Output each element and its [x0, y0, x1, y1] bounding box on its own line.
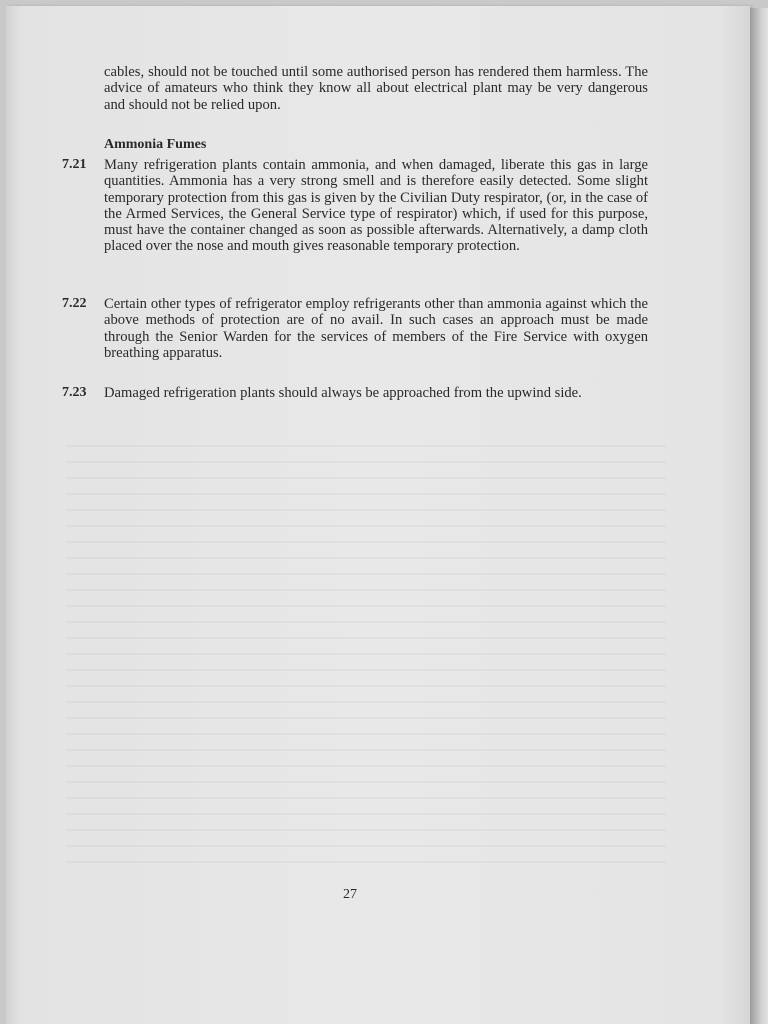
- show-through-text-shadow: [66, 436, 666, 876]
- page-edge-shadow: [750, 8, 768, 1024]
- paragraph-text: Certain other types of refrigerator employ refrigerants other than ammonia against which the above methods of protection are of no avail. In such cases an approach must be made through the Senior Warden for the services of members of the Fire Service with oxygen breathing apparatus.: [104, 296, 648, 361]
- paragraph-number: 7.22: [62, 296, 87, 311]
- section-heading: Ammonia Fumes: [104, 137, 207, 152]
- page-number: 27: [343, 887, 357, 902]
- paragraph-number: 7.23: [62, 385, 87, 400]
- continuation-paragraph: cables, should not be touched until some authorised person has rendered them harmless. The advice of amateurs who think they know all about electrical plant may be very dangerous and should not be relied upon.: [104, 64, 648, 113]
- paragraph-text: Many refrigeration plants contain ammonia, and when damaged, liberate this gas in large quantities. Ammonia has a very strong smell and is therefore easily detected. Some slight temporary protection from this gas is given by the Civilian Duty respirator, (or, in the case of the Armed Services, the General Service type of respirator) which, if used for this purpose, must have the container changed as soon as possible afterwards. Alternatively, a damp cloth placed over the nose and mouth gives reasonable temporary protection.: [104, 157, 648, 255]
- paragraph-number: 7.21: [62, 157, 87, 172]
- paragraph-text: Damaged refrigeration plants should always be approached from the upwind side.: [104, 385, 582, 401]
